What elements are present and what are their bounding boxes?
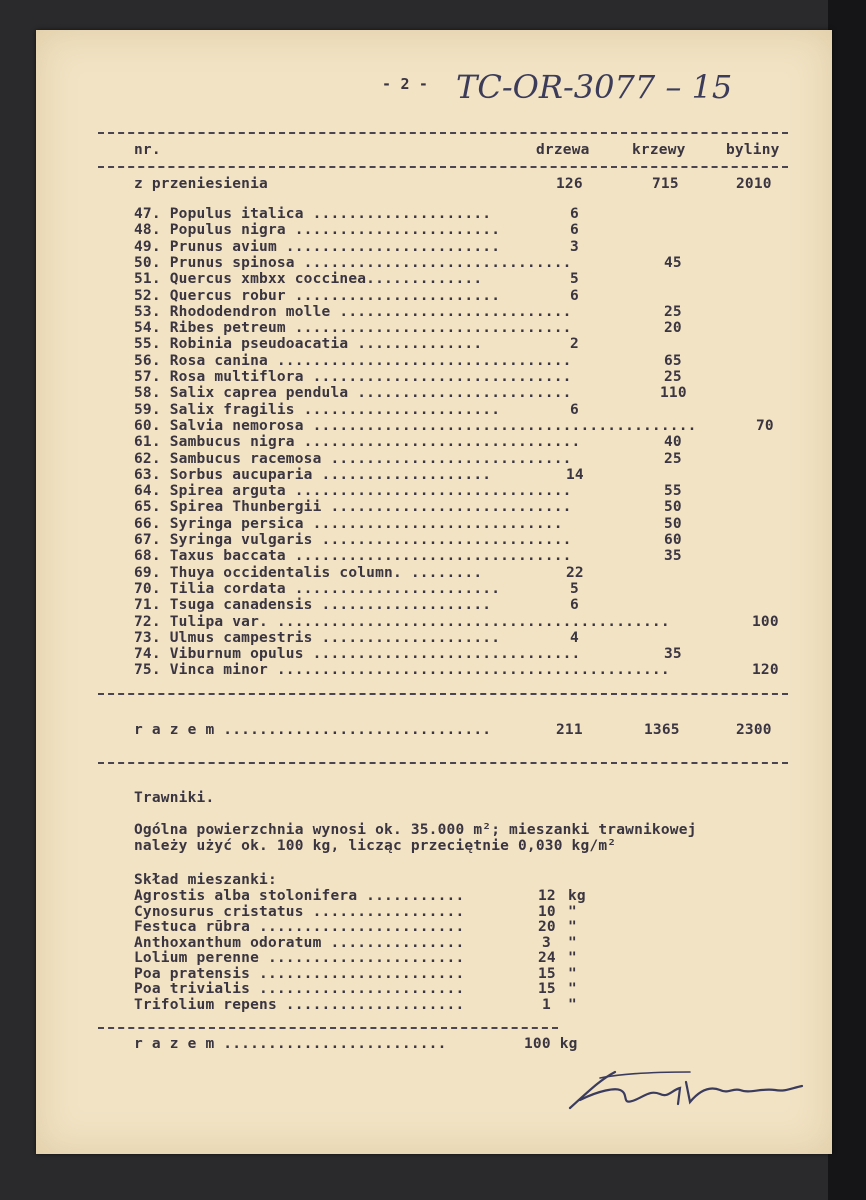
- plant-row-byliny: 70: [756, 417, 774, 434]
- plant-row-krzewy: 25: [664, 303, 682, 320]
- plant-row-drzewa: 6: [570, 401, 579, 418]
- scanner-edge: [828, 0, 866, 1200]
- plant-row-krzewy: 25: [664, 450, 682, 467]
- page-marker: - 2 -: [382, 75, 429, 93]
- total-byliny: 2300: [736, 722, 772, 738]
- plant-row-name: 68. Taxus baccata ...............................: [134, 548, 572, 565]
- plant-row-name: 67. Syringa vulgaris ............................: [134, 532, 572, 548]
- divider: [98, 693, 788, 695]
- column-header-krzewy: krzewy: [632, 142, 686, 158]
- plant-row-krzewy: 35: [664, 646, 682, 663]
- mix-row-qty: 3: [542, 934, 551, 951]
- carry-over-label: z przeniesienia: [134, 176, 268, 192]
- plant-row-krzewy: 35: [664, 548, 682, 565]
- plant-row-name: 54. Ribes petreum ...............................: [134, 320, 572, 337]
- plant-row-name: 73. Ulmus campestris ....................: [134, 629, 501, 646]
- plant-row-name: 70. Tilia cordata .......................: [134, 580, 501, 597]
- mix-total-label: r a z e m .........................: [134, 1036, 447, 1052]
- mix-row-qty: 20: [538, 919, 556, 935]
- plant-row-drzewa: 5: [570, 580, 579, 597]
- total-label: r a z e m ..............................: [134, 722, 492, 738]
- plant-row-name: 55. Robinia pseudoacatia ..............: [134, 336, 483, 353]
- mix-row-qty: 12: [538, 888, 556, 904]
- plant-row-name: 72. Tulipa var. ............................................: [134, 613, 670, 630]
- mix-row-unit: ": [568, 934, 577, 951]
- plant-row-krzewy: 40: [664, 434, 682, 451]
- mix-row-unit: ": [568, 965, 577, 982]
- plant-row-drzewa: 6: [570, 206, 579, 222]
- mix-heading: Skład mieszanki:: [134, 872, 277, 888]
- mix-row-unit: ": [568, 903, 577, 920]
- mix-row-qty: 15: [538, 965, 556, 982]
- lawns-heading: Trawniki.: [134, 790, 215, 806]
- mix-row-unit: kg: [568, 888, 586, 904]
- signature-image: [560, 1060, 810, 1120]
- carry-over-drzewa: 126: [556, 176, 583, 192]
- plant-row-name: 48. Populus nigra .......................: [134, 222, 501, 239]
- mix-row-name: Anthoxanthum odoratum ...............: [134, 934, 465, 951]
- mix-total-value: 100 kg: [524, 1036, 578, 1052]
- plant-row-name: 64. Spirea arguta ...............................: [134, 483, 572, 500]
- plant-row-name: 47. Populus italica ....................: [134, 206, 492, 222]
- total-drzewa: 211: [556, 722, 583, 738]
- plant-row-name: 65. Spirea Thunbergii ...........................: [134, 499, 572, 516]
- total-krzewy: 1365: [644, 722, 680, 738]
- plant-row-krzewy: 60: [664, 532, 682, 548]
- plant-row-krzewy: 55: [664, 483, 682, 500]
- archive-reference: TC-OR-3077 – 15: [456, 68, 733, 106]
- mix-row-unit: ": [568, 919, 577, 935]
- plant-row-krzewy: 50: [664, 499, 682, 516]
- plant-row-drzewa: 5: [570, 271, 579, 288]
- plant-row-name: 52. Quercus robur .......................: [134, 287, 501, 304]
- plant-row-drzewa: 6: [570, 597, 579, 614]
- column-header-drzewa: drzewa: [536, 142, 590, 158]
- plant-row-name: 66. Syringa persica ............................: [134, 515, 563, 532]
- plant-row-name: 69. Thuya occidentalis column. ........: [134, 564, 483, 581]
- mix-row-unit: ": [568, 996, 577, 1013]
- mix-row-unit: ": [568, 981, 577, 997]
- divider: [98, 166, 788, 168]
- plant-row-krzewy: 65: [664, 352, 682, 369]
- mix-row-name: Trifolium repens ....................: [134, 996, 465, 1013]
- plant-row-name: 71. Tsuga canadensis ...................: [134, 597, 492, 614]
- plant-row-name: 56. Rosa canina .................................: [134, 352, 572, 369]
- mix-row-name: Poa trivialis .......................: [134, 981, 465, 997]
- plant-row-byliny: 100: [752, 613, 779, 630]
- plant-row-byliny: 120: [752, 662, 779, 679]
- plant-row-krzewy: 25: [664, 369, 682, 385]
- plant-row-name: 74. Viburnum opulus ..............................: [134, 646, 581, 663]
- plant-row-drzewa: 4: [570, 629, 579, 646]
- carry-over-krzewy: 715: [652, 176, 679, 192]
- plant-row-name: 59. Salix fragilis ......................: [134, 401, 501, 418]
- plant-row-drzewa: 3: [570, 238, 579, 255]
- lawns-paragraph-line2: należy użyć ok. 100 kg, licząc przeciętnie 0,030 kg/m²: [134, 838, 617, 854]
- divider: [98, 762, 788, 764]
- mix-row-name: Festuca rūbra .......................: [134, 919, 465, 935]
- plant-row-name: 53. Rhododendron molle ..........................: [134, 303, 572, 320]
- mix-row-unit: ": [568, 950, 577, 966]
- plant-row-name: 50. Prunus spinosa ..............................: [134, 254, 572, 271]
- plant-row-krzewy: 50: [664, 515, 682, 532]
- plant-row-drzewa: 2: [570, 336, 579, 353]
- column-header-byliny: byliny: [726, 142, 780, 158]
- plant-row-name: 60. Salvia nemorosa ...........................................: [134, 417, 697, 434]
- mix-row-name: Cynosurus cristatus .................: [134, 903, 465, 920]
- plant-row-drzewa: 22: [566, 564, 584, 581]
- carry-over-byliny: 2010: [736, 176, 772, 192]
- plant-row-krzewy: 45: [664, 254, 682, 271]
- plant-row-drzewa: 6: [570, 287, 579, 304]
- plant-row-krzewy: 110: [660, 385, 687, 402]
- plant-row-name: 61. Sambucus nigra ...............................: [134, 434, 581, 451]
- mix-row-qty: 10: [538, 903, 556, 920]
- plant-row-name: 51. Quercus xmbxx coccinea.............: [134, 271, 483, 288]
- column-header-nr: nr.: [134, 142, 161, 158]
- mix-row-name: Agrostis alba stolonifera ...........: [134, 888, 465, 904]
- plant-row-name: 63. Sorbus aucuparia ...................: [134, 466, 492, 483]
- plant-row-name: 58. Salix caprea pendula ........................: [134, 385, 572, 402]
- plant-row-drzewa: 14: [566, 466, 584, 483]
- divider: [98, 1027, 558, 1029]
- plant-row-krzewy: 20: [664, 320, 682, 337]
- plant-row-name: 49. Prunus avium ........................: [134, 238, 501, 255]
- mix-row-name: Poa pratensis .......................: [134, 965, 465, 982]
- mix-row-qty: 1: [542, 996, 551, 1013]
- mix-row-name: Lolium perenne ......................: [134, 950, 465, 966]
- divider: [98, 132, 788, 134]
- mix-row-qty: 15: [538, 981, 556, 997]
- mix-row-qty: 24: [538, 950, 556, 966]
- plant-row-drzewa: 6: [570, 222, 579, 239]
- plant-row-name: 62. Sambucus racemosa ...........................: [134, 450, 572, 467]
- lawns-paragraph-line1: Ogólna powierzchnia wynosi ok. 35.000 m²; mieszanki trawnikowej: [134, 822, 697, 838]
- plant-row-name: 75. Vinca minor ............................................: [134, 662, 670, 679]
- plant-row-name: 57. Rosa multiflora .............................: [134, 369, 572, 385]
